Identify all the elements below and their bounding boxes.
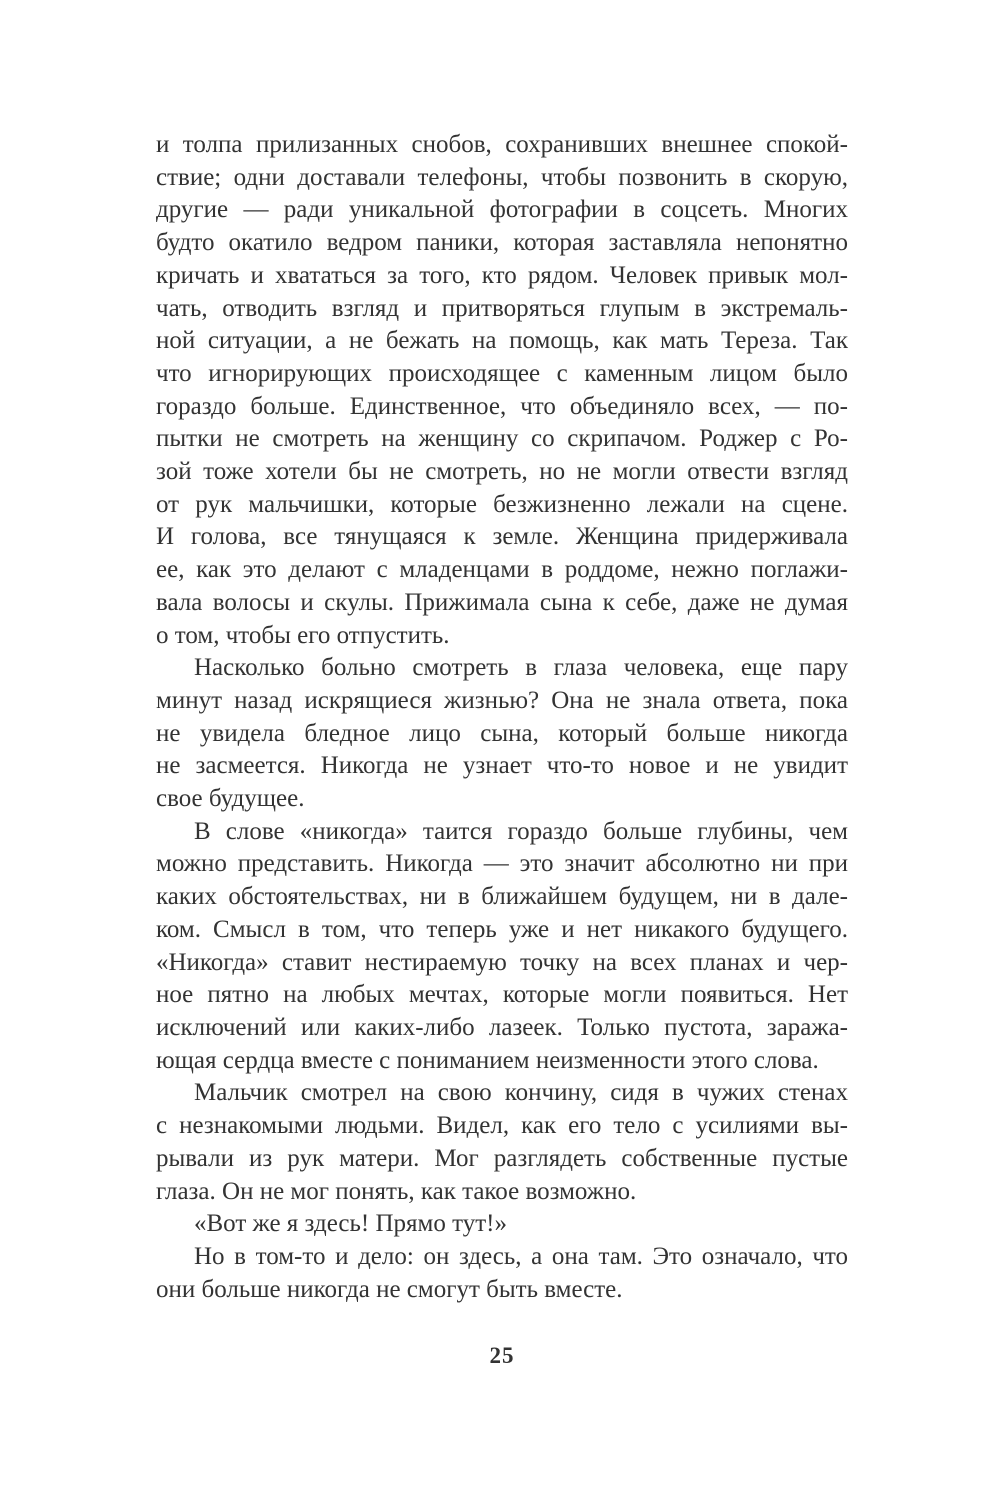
- text-line: «Никогда» ставит нестираемую точку на всех планах и чер-: [156, 948, 848, 976]
- text-line: Но в том-то и дело: он здесь, а она там. Это означало, что: [194, 1242, 848, 1270]
- text-line: вала волосы и скулы. Прижимала сына к себе, даже не думая: [156, 588, 848, 616]
- text-line: ной ситуации, а не бежать на помощь, как мать Тереза. Так: [156, 327, 848, 355]
- text-line: можно представить. Никогда — это значит абсолютно ни при: [156, 850, 848, 878]
- text-line: другие — ради уникальной фотографии в соцсеть. Многих: [156, 196, 848, 224]
- text-line: они больше никогда не смогут быть вместе.: [156, 1275, 623, 1303]
- text-line: кричать и хвататься за того, кто рядом. Человек привык мол-: [156, 261, 848, 289]
- text-line: глаза. Он не мог понять, как такое возможно.: [156, 1177, 637, 1205]
- paragraph: [156, 1077, 848, 1208]
- paragraph: [156, 652, 848, 816]
- text-line: ющая сердца вместе с пониманием неизменности этого слова.: [156, 1046, 819, 1074]
- text-line: ствие; одни доставали телефоны, чтобы позвонить в скорую,: [156, 163, 848, 191]
- text-line: В слове «никогда» таится гораздо больше глубины, чем: [194, 817, 848, 845]
- text-block: [156, 129, 848, 1306]
- text-line: и толпа прилизанных снобов, сохранивших внешнее спокой-: [156, 131, 848, 158]
- text-line: «Вот же я здесь! Прямо тут!»: [194, 1210, 507, 1238]
- paragraph: [156, 1241, 848, 1306]
- text-line: Мальчик смотрел на свою кончину, сидя в чужих стенах: [194, 1079, 848, 1107]
- text-line: зой тоже хотели бы не смотреть, но не могли отвести взгляд: [156, 458, 848, 486]
- text-line: чать, отводить взгляд и притворяться глупым в экстремаль-: [156, 294, 848, 322]
- text-line: ее, как это делают с младенцами в роддоме, нежно поглажи-: [156, 556, 848, 584]
- paragraph: [156, 1208, 848, 1241]
- text-line: гораздо больше. Единственное, что объединяло всех, — по-: [156, 392, 848, 420]
- text-line: не засмеется. Никогда не узнает что-то новое и не увидит: [156, 752, 848, 780]
- text-line: ное пятно на любых мечтах, которые могли появиться. Нет: [156, 981, 848, 1009]
- page-number: 25: [489, 1343, 515, 1368]
- text-line: пытки не смотреть на женщину со скрипачом. Роджер с Ро-: [156, 425, 848, 453]
- text-line: не увидела бледное лицо сына, который больше никогда: [156, 719, 848, 747]
- paragraph: [156, 816, 848, 1078]
- text-line: минут назад искрящиеся жизнью? Она не знала ответа, пока: [156, 686, 848, 714]
- text-line: от рук мальчишки, которые безжизненно лежали на сцене.: [156, 490, 848, 518]
- text-line: Насколько больно смотреть в глаза человека, еще пару: [194, 654, 848, 682]
- text-line: рывали из рук матери. Мог разглядеть собственные пустые: [156, 1144, 848, 1172]
- text-line: ком. Смысл в том, что теперь уже и нет никакого будущего.: [156, 915, 848, 943]
- text-line: каких обстоятельствах, ни в ближайшем будущем, ни в дале-: [156, 883, 848, 911]
- text-line: свое будущее.: [156, 785, 305, 813]
- text-line: И голова, все тянущаяся к земле. Женщина придерживала: [156, 523, 848, 551]
- paragraph: [156, 129, 848, 652]
- text-line: о том, чтобы его отпустить.: [156, 621, 450, 649]
- text-line: будто окатило ведром паники, которая заставляла непонятно: [156, 229, 848, 257]
- text-line: исключений или каких-либо лазеек. Только пустота, заража-: [156, 1013, 848, 1041]
- text-line: что игнорирующих происходящее с каменным лицом было: [156, 359, 848, 387]
- text-line: с незнакомыми людьми. Видел, как его тело с усилиями вы-: [156, 1112, 848, 1140]
